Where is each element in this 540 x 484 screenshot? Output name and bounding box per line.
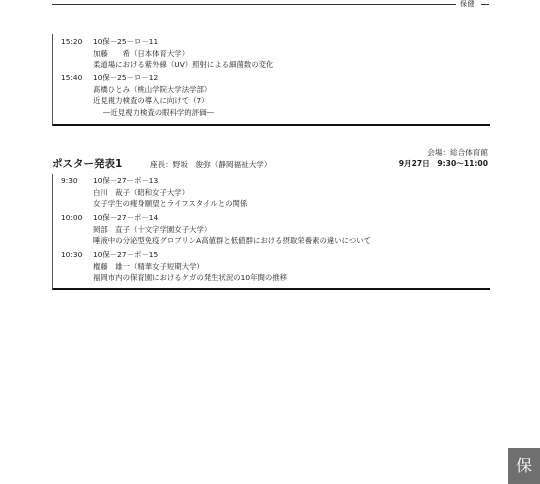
entry-time: 15:20	[61, 37, 83, 46]
presentation-id: 10保－25－ロ－11	[93, 37, 159, 46]
presenter: 白川 裁子（昭和女子大学）	[93, 187, 190, 197]
presentation-id: 10保－27－ポ－15	[93, 250, 159, 259]
presenter: 権藤 雄一（精華女子短期大学）	[93, 261, 204, 271]
presentation-title: 福岡市内の保育園におけるケガの発生状況の10年間の推移	[93, 273, 288, 282]
presentation-title: 唾液中の分泌型免疫グロブリンA高値群と低値群における摂取栄養素の違いについて	[93, 236, 372, 245]
presentation-id: 10保－25－ロ－12	[93, 73, 159, 82]
presentation-id: 10保－27－ポ－13	[93, 176, 159, 185]
session-chair: 座長：野坂 俊弥（静岡福祉大学）	[150, 160, 272, 169]
venue: 会場：総合体育館	[427, 148, 488, 157]
presentation-subtitle: ―近見視力検査の眼科学的評価―	[103, 107, 214, 117]
session-block	[52, 34, 490, 126]
header-dash	[481, 4, 489, 5]
section-label: 保健	[460, 0, 475, 8]
presentation-id: 10保－27－ポ－14	[93, 213, 159, 222]
session-block	[52, 174, 490, 290]
presentation-title: 柔道場における紫外線（UV）照射による細菌数の変化	[93, 60, 274, 69]
presentation-title: 近見視力検査の導入に向けて（7）	[93, 96, 209, 105]
entry-time: 9:30	[61, 176, 78, 185]
presenter: 岡部 直子（十文字学園女子大学）	[93, 224, 212, 234]
entry-time: 10:00	[61, 213, 83, 222]
entry-time: 15:40	[61, 73, 83, 82]
presentation-title: 女子学生の痩身願望とライフスタイルとの関係	[93, 199, 248, 208]
presenter: 髙橋ひとみ（桃山学院大学法学部）	[93, 84, 212, 94]
presenter: 加藤 希（日本体育大学）	[93, 48, 190, 58]
header-rule	[52, 4, 456, 5]
entry-time: 10:30	[61, 250, 83, 259]
session-title: ポスター発表1	[52, 158, 123, 170]
session-date-time: 9月27日 9:30〜11:00	[398, 159, 488, 168]
section-index-tab: 保	[508, 448, 540, 484]
